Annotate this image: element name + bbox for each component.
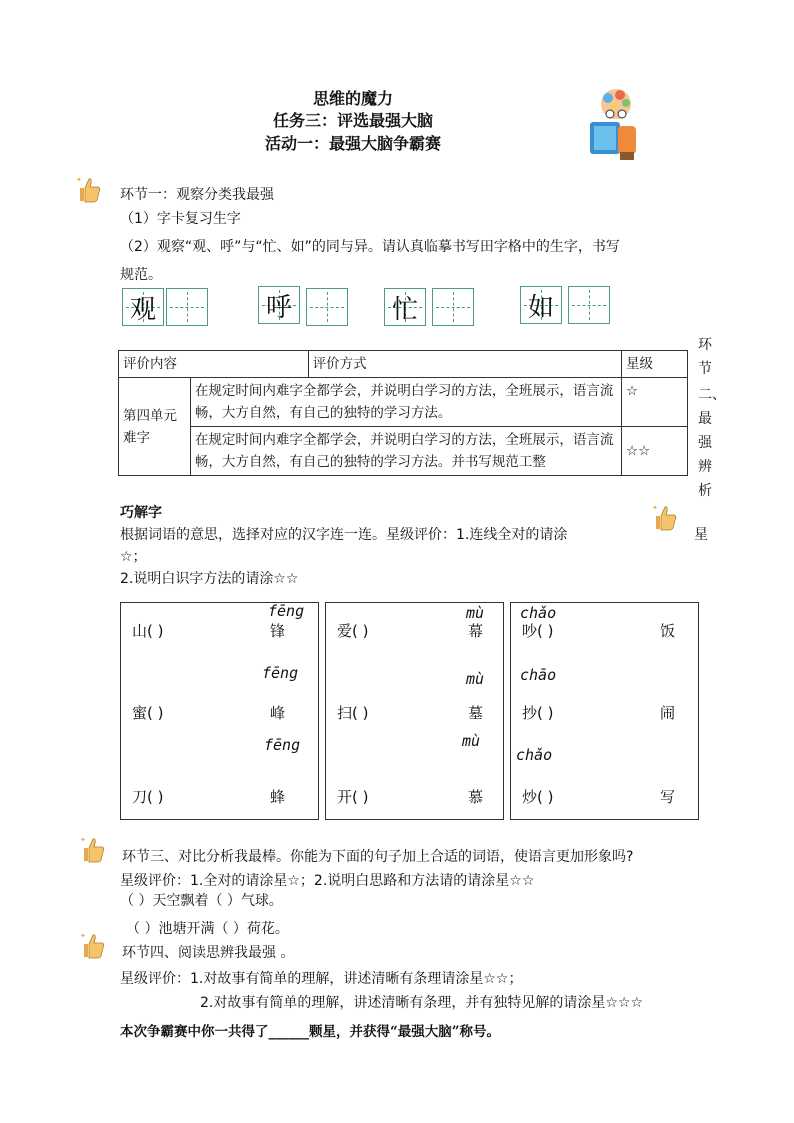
qiao-line1: 根据词语的意思，选择对应的汉字连一连。星级评价：1.连线全对的请涂: [120, 527, 568, 543]
section1-item2-cont: 规范。: [120, 267, 162, 283]
match-right-item: 峰: [270, 704, 286, 722]
table-header: 评价方式: [308, 351, 621, 378]
match-left-item: 爱( ): [337, 622, 369, 640]
match-pinyin: chǎo: [516, 746, 553, 764]
section2-char: 析: [698, 483, 712, 499]
match-left-item: 抄( ): [522, 704, 554, 722]
match-pinyin: mù: [466, 670, 485, 688]
match-right-item: 墓: [468, 704, 484, 722]
task-title: 任务三：评选最强大脑: [272, 111, 433, 130]
activity-title: 活动一：最强大脑争霸赛: [264, 134, 441, 153]
svg-text:✦: ✦: [80, 932, 86, 940]
match-left-item: 山( ): [132, 622, 164, 640]
section3-blank1: （ ）天空飘着（ ）气球。: [120, 893, 283, 909]
section2-char: 最: [698, 411, 712, 427]
tianzige-cell: [568, 286, 610, 324]
section3-rating: 星级评价：1.全对的请涂星☆；2.说明白思路和方法请的请涂星☆☆: [120, 873, 535, 889]
match-left-item: 炒( ): [522, 788, 554, 806]
match-right-item: 闹: [660, 704, 676, 722]
tianzige-cell: [306, 288, 348, 326]
svg-text:✦: ✦: [80, 836, 86, 844]
qiao-line3: 2.说明白识字方法的请涂☆☆: [120, 571, 299, 587]
evaluation-table: [118, 350, 688, 476]
thumbs-up-icon: [78, 834, 106, 864]
table-cell-method: 在规定时间内难字全都学会，并说明白学习的方法，全班展示，语言流畅，大方自然，有自己的独特的学习方法。: [190, 378, 621, 427]
model-character: 呼: [265, 292, 292, 323]
thumbs-up-icon: [78, 930, 106, 960]
thumbs-up-icon: [650, 502, 678, 532]
table-row: [119, 427, 688, 476]
table-cell-method: 在规定时间内难字全都学会，并说明白学习的方法，全班展示，语言流畅，大方自然，有自己的独特的学习方法。并书写规范工整: [190, 427, 621, 476]
final-summary: 本次争霸赛中你一共得了______颗星，并获得“最强大脑”称号。: [120, 1024, 501, 1040]
model-character: 观: [129, 294, 156, 325]
table-cell-stars: ☆: [622, 378, 688, 427]
match-right-item: 饭: [660, 622, 676, 640]
tianzige-cell: [122, 288, 164, 326]
match-right-item: 慕: [468, 788, 484, 806]
section2-char: 二、: [698, 387, 726, 403]
match-pinyin: fēng: [262, 664, 299, 682]
qiao-line1-tail: 星: [694, 527, 708, 543]
section1-item2: （2）观察“观、呼”与“忙、如”的同与异。请认真临摹书写田字格中的生字，书写: [120, 239, 620, 255]
section1-item1: （1）字卡复习生字: [120, 211, 241, 227]
section4-rating1: 星级评价：1.对故事有简单的理解，讲述清晰有条理请涂星☆☆；: [120, 971, 523, 987]
match-right-item: 幕: [468, 622, 484, 640]
table-header-row: [119, 351, 688, 378]
tianzige-cell: [258, 286, 300, 324]
match-left-item: 蜜( ): [132, 704, 164, 722]
tianzige-cell: [166, 288, 208, 326]
match-right-item: 锋: [270, 622, 286, 640]
match-left-item: 扫( ): [337, 704, 369, 722]
tianzige-cell: [384, 288, 426, 326]
tianzige-cell: [520, 286, 562, 324]
table-cell-stars: ☆☆: [622, 427, 688, 476]
section3-blank2: （ ）池塘开满（ ）荷花。: [126, 921, 289, 937]
qiao-line2: ☆；: [120, 549, 147, 565]
svg-text:✦: ✦: [76, 176, 82, 184]
match-pinyin: fēng: [264, 736, 301, 754]
table-header: 星级: [622, 351, 688, 378]
match-pinyin: mù: [462, 732, 481, 750]
match-pinyin: fēng: [268, 602, 305, 620]
model-character: 如: [527, 292, 554, 323]
match-left-item: 吵( ): [522, 622, 554, 640]
match-pinyin: chāo: [520, 666, 557, 684]
section2-char: 节: [698, 361, 712, 377]
model-character: 忙: [391, 294, 418, 325]
section3-heading: 环节三、对比分析我最棒。你能为下面的句子加上合适的词语，使语言更加形象吗?: [122, 849, 634, 865]
match-left-item: 开( ): [337, 788, 369, 806]
section2-char: 辨: [698, 459, 712, 475]
section4-rating2: 2.对故事有简单的理解，讲述清晰有条理，并有独特见解的请涂星☆☆☆: [200, 995, 644, 1011]
svg-text:✦: ✦: [652, 504, 658, 512]
table-category: 第四单元难字: [119, 378, 191, 476]
match-left-item: 刀( ): [132, 788, 164, 806]
match-right-item: 写: [660, 788, 676, 806]
table-header: 评价内容: [119, 351, 309, 378]
tianzige-cell: [432, 288, 474, 326]
match-pinyin: mù: [466, 604, 485, 622]
section4-heading: 环节四、阅读思辨我最强 。: [122, 945, 295, 961]
page-title: 思维的魔力: [312, 89, 393, 108]
reading-boy-illustration: [584, 86, 642, 162]
match-right-item: 蜂: [270, 788, 286, 806]
thumbs-up-icon: [74, 174, 102, 204]
table-row: [119, 378, 688, 427]
match-pinyin: chǎo: [520, 604, 557, 622]
section2-char: 强: [698, 435, 712, 451]
section1-heading: 环节一：观察分类我最强: [120, 187, 274, 203]
section2-char: 环: [698, 337, 712, 353]
qiao-heading: 巧解字: [120, 505, 162, 521]
